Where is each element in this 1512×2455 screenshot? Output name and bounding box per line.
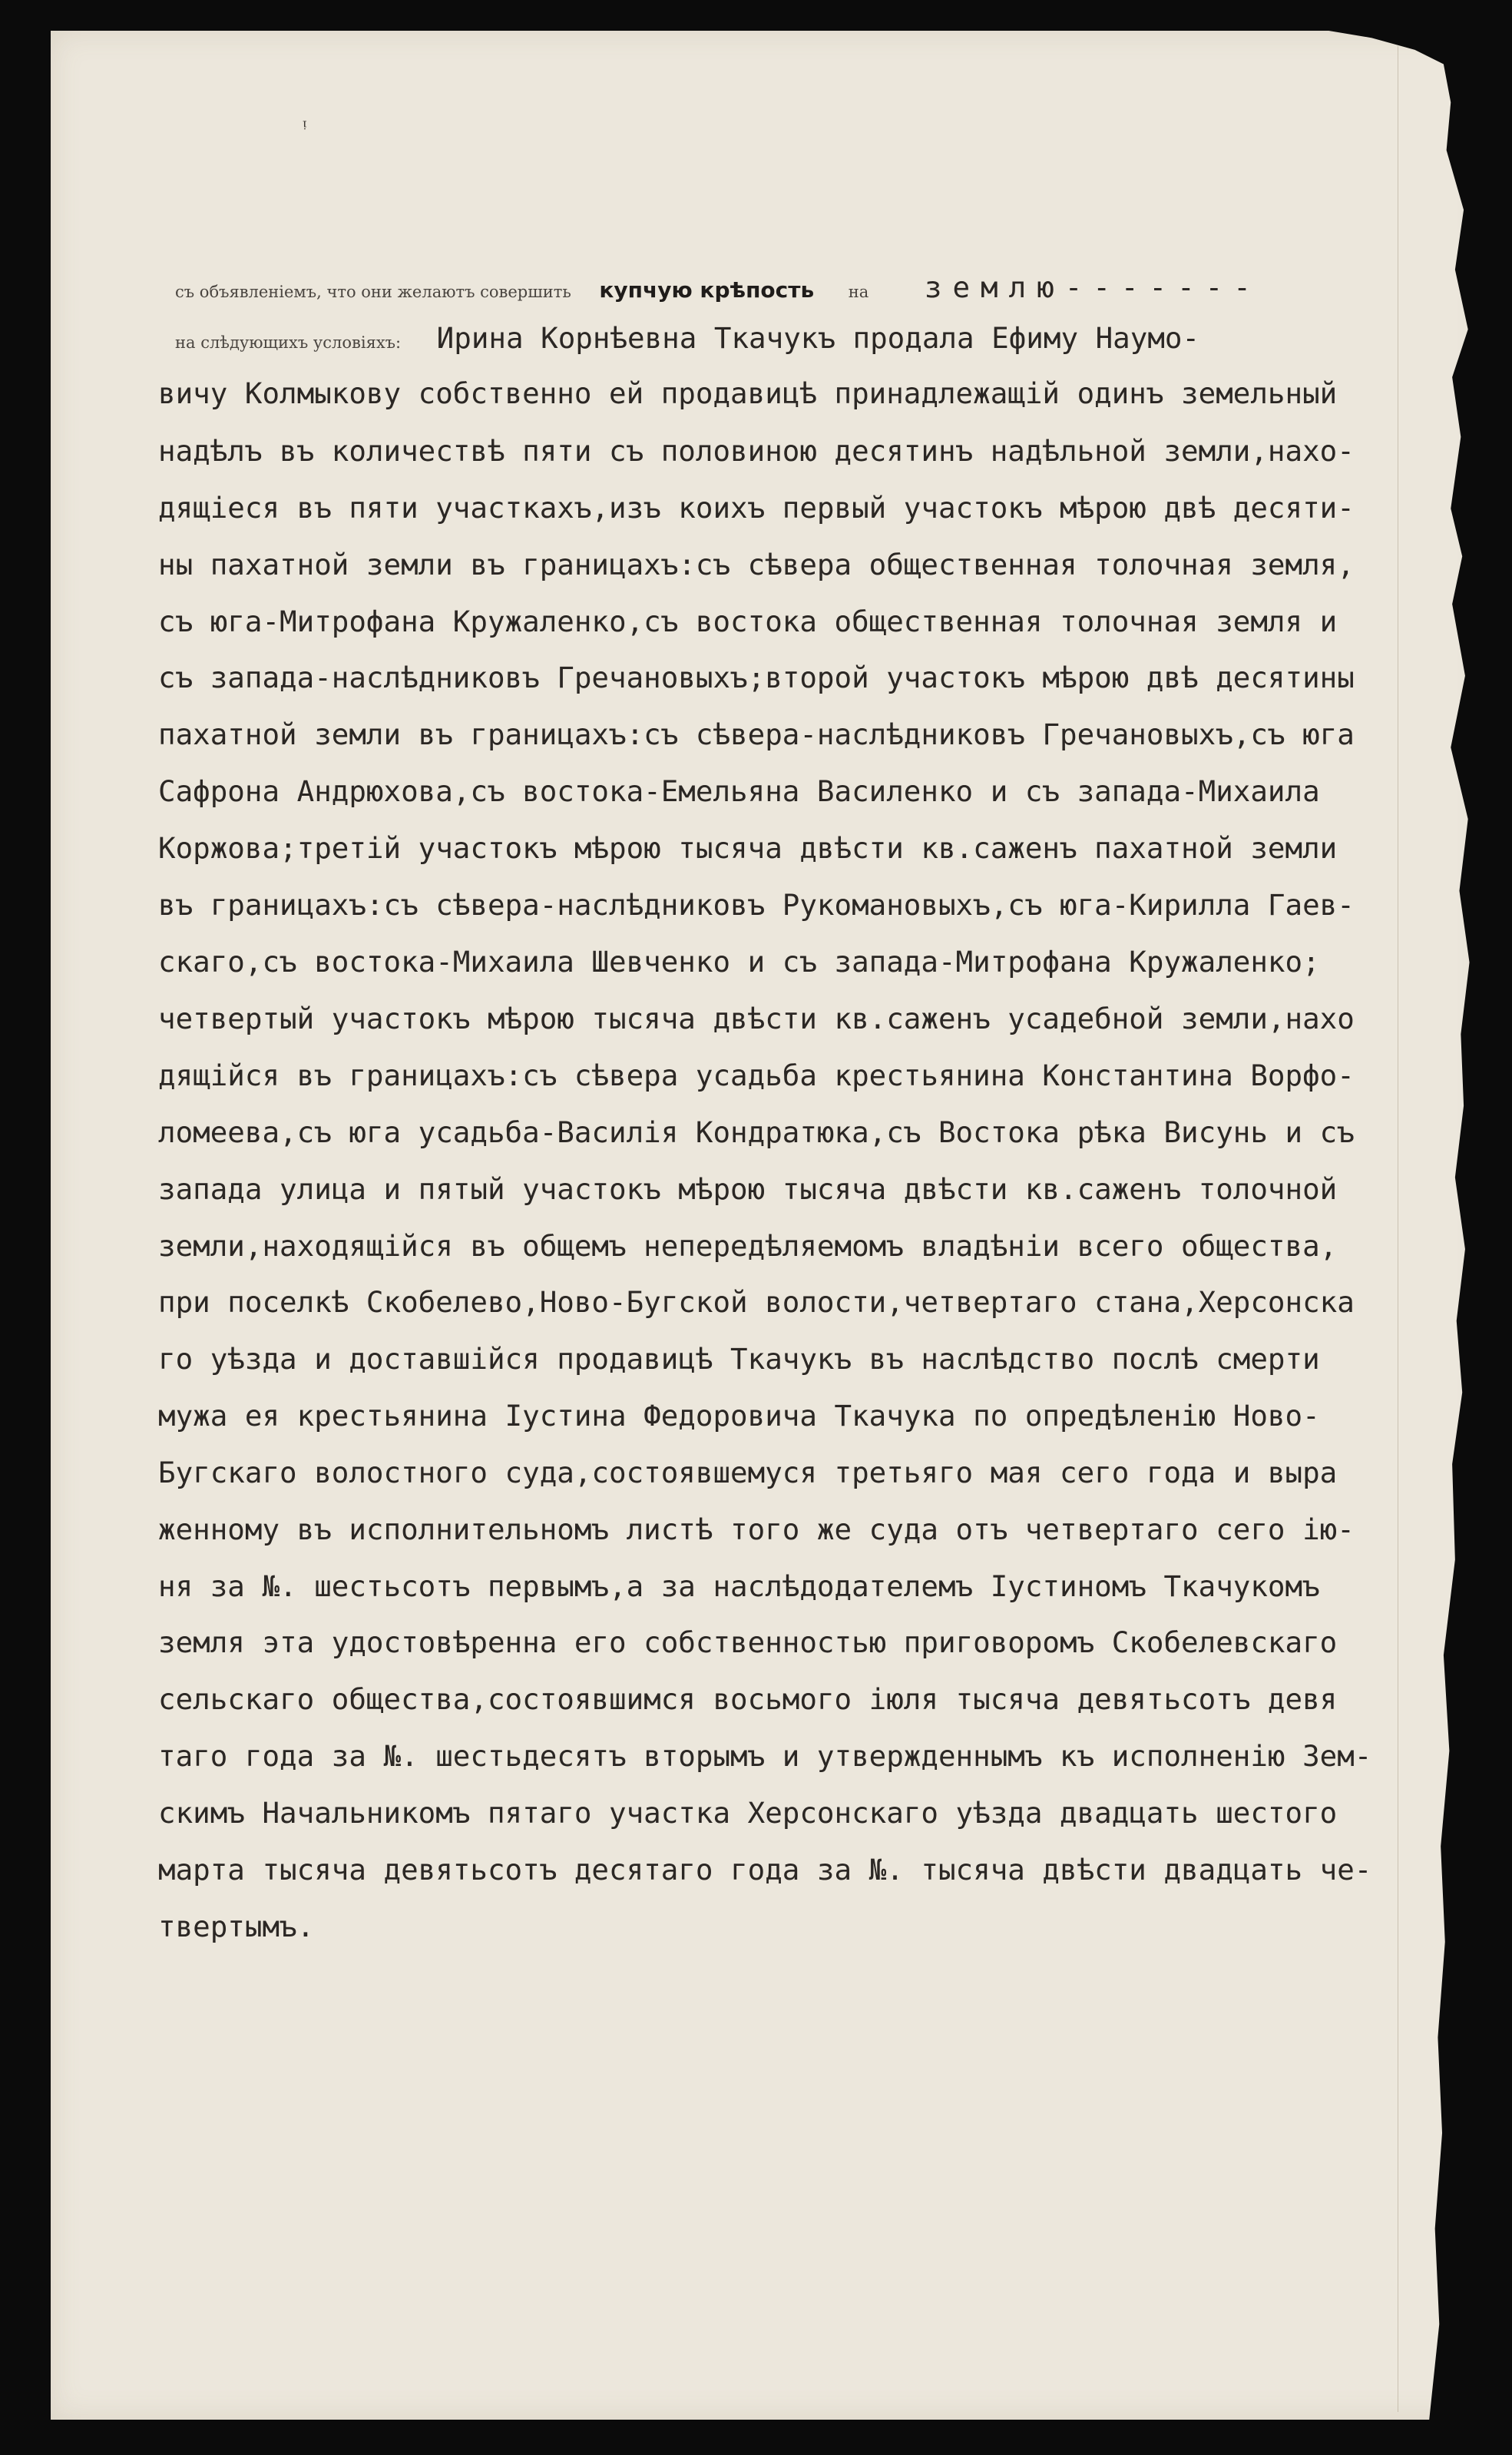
text-line-18: при поселкѣ Скобелево,Ново-Бугской волости,четвертаго стана,Херсонска — [158, 1285, 1355, 1319]
text-line-10: Коржова;третій участокъ мѣрою тысяча двѣсти кв.саженъ пахатной земли — [158, 831, 1338, 865]
text-line-17: земли,находящійся въ общемъ непередѣляемомъ владѣніи всего общества, — [158, 1229, 1338, 1263]
text-line-25: сельскаго общества,состоявшимся восьмого іюля тысяча девятьсотъ девя — [158, 1682, 1338, 1716]
on-label: на — [848, 283, 869, 301]
ink-mark: ᵎ — [303, 116, 306, 139]
text-line-3: надѣлъ въ количествѣ пяти съ половиною десятинъ надѣльной земли,нахо- — [158, 434, 1355, 468]
text-line-14: дящійся въ границахъ:съ сѣвера усадьба крестьянина Константина Ворфо- — [158, 1059, 1355, 1092]
line-text: Ирина Корнѣевна Ткачукъ продала Ефиму Наумо- — [436, 321, 1200, 355]
act-type: купчую крѣпость — [599, 277, 815, 303]
text-line-1 — [175, 321, 1199, 355]
text-line-28: марта тысяча девятьсотъ десятаго года за №. тысяча двѣсти двадцать че- — [158, 1853, 1372, 1887]
subject: землю------- — [924, 270, 1262, 304]
text-line-11: въ границахъ:съ сѣвера-наслѣдниковъ Рукомановыхъ,съ юга-Кирилла Гаев- — [158, 888, 1355, 922]
text-line-20: мужа ея крестьянина Іустина Федоровича Ткачука по опредѣленію Ново- — [158, 1399, 1320, 1433]
text-line-21: Бугскаго волостного суда,состоявшемуся третьяго мая сего года и выра — [158, 1456, 1338, 1489]
text-line-7: съ запада-наслѣдниковъ Гречановыхъ;второй участокъ мѣрою двѣ десятины — [158, 661, 1355, 694]
prefix-label: съ объявленіемъ, что они желаютъ совершить — [175, 283, 571, 301]
text-line-15: ломеева,съ юга усадьба-Василія Кондратюка,съ Востока рѣка Висунь и съ — [158, 1115, 1355, 1149]
text-line-4: дящіеся въ пяти участкахъ,изъ коихъ первый участокъ мѣрою двѣ десяти- — [158, 491, 1355, 525]
text-line-27: скимъ Начальникомъ пятаго участка Херсонскаго уѣзда двадцать шестого — [158, 1796, 1338, 1830]
text-line-16: запада улица и пятый участокъ мѣрою тысяча двѣсти кв.саженъ толочной — [158, 1172, 1338, 1206]
text-line-2: вичу Колмыкову собственно ей продавицѣ принадлежащій одинъ земельный — [158, 376, 1338, 410]
text-line-22: женному въ исполнительномъ листѣ того же суда отъ четвертаго сего ію- — [158, 1512, 1355, 1546]
text-line-19: го уѣзда и доставшійся продавицѣ Ткачукъ въ наслѣдство послѣ смерти — [158, 1342, 1320, 1376]
text-line-12: скаго,съ востока-Михаила Шевченко и съ запада-Митрофана Кружаленко; — [158, 945, 1320, 979]
text-line-8: пахатной земли въ границахъ:съ сѣвера-наслѣдниковъ Гречановыхъ,съ юга — [158, 717, 1355, 751]
text-line-29: твертымъ. — [158, 1910, 315, 1943]
text-line-5: ны пахатной земли въ границахъ:съ сѣвера общественная толочная земля, — [158, 548, 1355, 581]
header-line — [175, 270, 1262, 304]
text-line-26: таго года за №. шестьдесятъ вторымъ и утвержденнымъ къ исполненію Зем- — [158, 1739, 1372, 1773]
text-line-6: съ юга-Митрофана Кружаленко,съ востока общественная толочная земля и — [158, 605, 1338, 638]
text-line-23: ня за №. шестьсотъ первымъ,а за наслѣдодателемъ Іустиномъ Ткачукомъ — [158, 1569, 1320, 1603]
text-line-24: земля эта удостовѣренна его собственностью приговоромъ Скобелевскаго — [158, 1625, 1338, 1659]
text-line-9: Сафрона Андрюхова,съ востока-Емельяна Василенко и съ запада-Михаила — [158, 774, 1320, 808]
text-line-13: четвертый участокъ мѣрою тысяча двѣсти кв.саженъ усадебной земли,нахо — [158, 1002, 1355, 1035]
conditions-label: на слѣдующихъ условіяхъ: — [175, 333, 402, 352]
